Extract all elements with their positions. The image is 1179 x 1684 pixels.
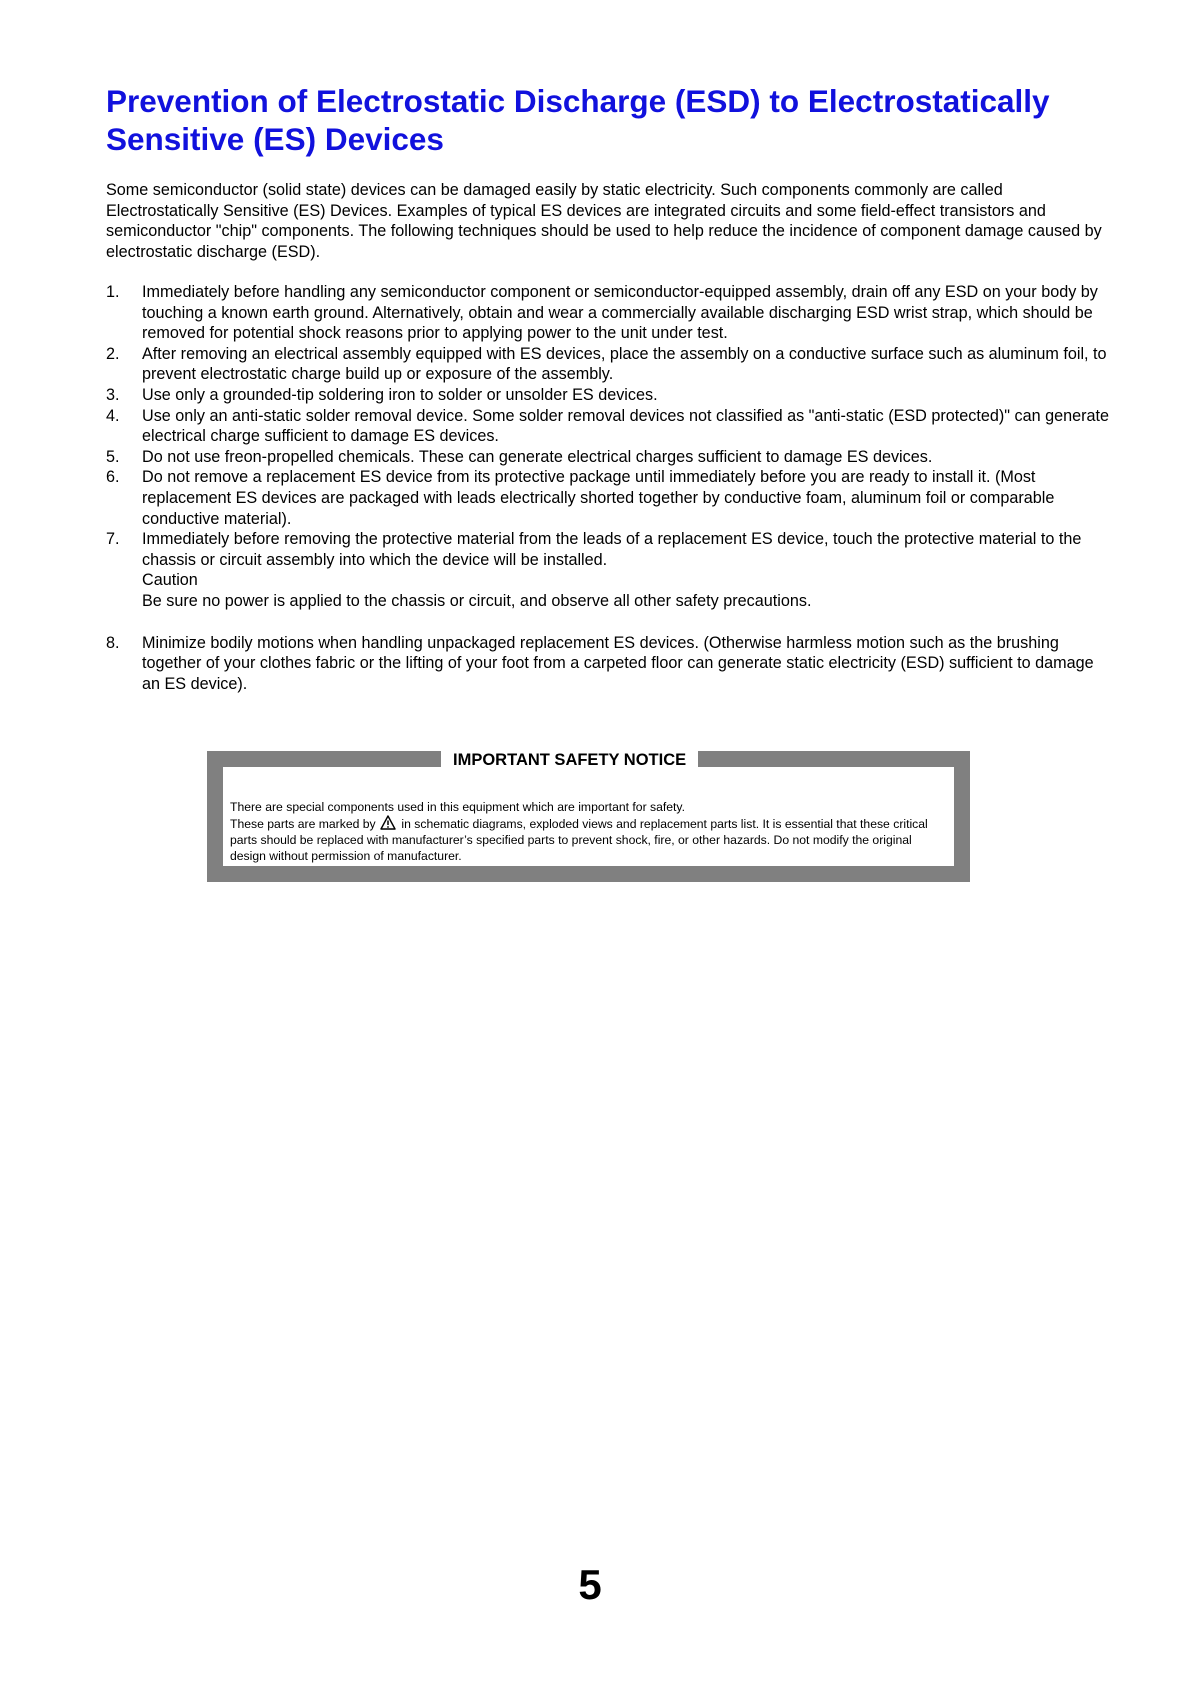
safety-notice-title: IMPORTANT SAFETY NOTICE (441, 751, 698, 769)
step-number: 6. (106, 468, 120, 487)
list-item (106, 385, 1111, 406)
esd-steps-list (106, 282, 1111, 694)
step-text: Minimize bodily motions when handling unpackaged replacement ES devices. (Otherwise harmless motion such as the brushing together of your clothes fabric or the lifting of your foot from a carpeted floor can generate static electricity (ESD) sufficient to damage an ES device). (142, 633, 1094, 693)
safety-notice-body (223, 767, 954, 866)
notice-line-1: There are special components used in this equipment which are important for safety. (230, 800, 686, 814)
step-number: 3. (106, 385, 120, 404)
list-item (106, 447, 1111, 468)
safety-notice-box (207, 751, 970, 882)
list-item (106, 467, 1111, 529)
list-item (106, 633, 1111, 695)
notice-line-2-start: These parts are marked by (230, 817, 376, 831)
step-text: Do not remove a replacement ES device from its protective package until immediately before you are ready to install it. (Most replacement ES devices are packaged with leads electrically shorted together by conductive foam, aluminum foil or comparable conductive material). (142, 468, 1055, 528)
safety-notice-text (230, 799, 950, 864)
list-item (106, 406, 1111, 447)
page-title: Prevention of Electrostatic Discharge (ESD) to Electrostatically Sensitive (ES) Devices (106, 83, 1050, 157)
step-number: 8. (106, 633, 120, 652)
step-text: Do not use freon-propelled chemicals. These can generate electrical charges sufficient to damage ES devices. (142, 447, 933, 466)
step-number: 1. (106, 283, 120, 301)
notice-line-2-rest: in schematic diagrams, exploded views and replacement parts list. It is essential that these critical parts should be replaced with manufacturer’s specified parts to prevent shock, fire, or other hazards. Do not modify the original design without permission of manufacturer. (230, 817, 928, 863)
list-item (106, 282, 1111, 344)
step-text: Use only a grounded-tip soldering iron to solder or unsolder ES devices. (142, 385, 658, 404)
step-number: 2. (106, 344, 120, 363)
step-text: After removing an electrical assembly equipped with ES devices, place the assembly on a conductive surface such as aluminum foil, to prevent electrostatic charge build up or exposure of the assembly. (142, 344, 1107, 384)
list-item (106, 529, 1111, 611)
step-text: Use only an anti-static solder removal device. Some solder removal devices not classified as "anti-static (ESD protected)" can generate electrical charge sufficient to damage ES devices. (142, 406, 1109, 446)
step-text: Immediately before removing the protective material from the leads of a replacement ES device, touch the protective material to the chassis or circuit assembly into which the device will be installed. (142, 530, 1082, 569)
page-number: 5 (578, 1561, 602, 1608)
step-number: 4. (106, 406, 120, 425)
intro-paragraph: Some semiconductor (solid state) devices can be damaged easily by static electricity. Such components commonly are called Electrostatically Sensitive (ES) Devices. Examples of typical ES devices are integrated circuits and some field-effect transistors and semiconductor "chip" components. The following techniques should be used to help reduce the incidence of component damage caused by electrostatic discharge (ESD). (106, 181, 1102, 261)
caution-label: Caution (142, 571, 198, 590)
warning-triangle-icon (380, 815, 396, 830)
list-item (106, 344, 1111, 385)
step-text: Immediately before handling any semiconductor component or semiconductor-equipped assembly, drain off any ESD on your body by touching a known earth ground. Alternatively, obtain and wear a commercially available discharging ESD wrist strap, which should be removed for potential shock reasons prior to applying power to the unit under test. (142, 283, 1098, 343)
step-number: 5. (106, 447, 120, 466)
step-number: 7. (106, 530, 120, 549)
caution-text: Be sure no power is applied to the chassis or circuit, and observe all other safety precautions. (142, 591, 812, 610)
